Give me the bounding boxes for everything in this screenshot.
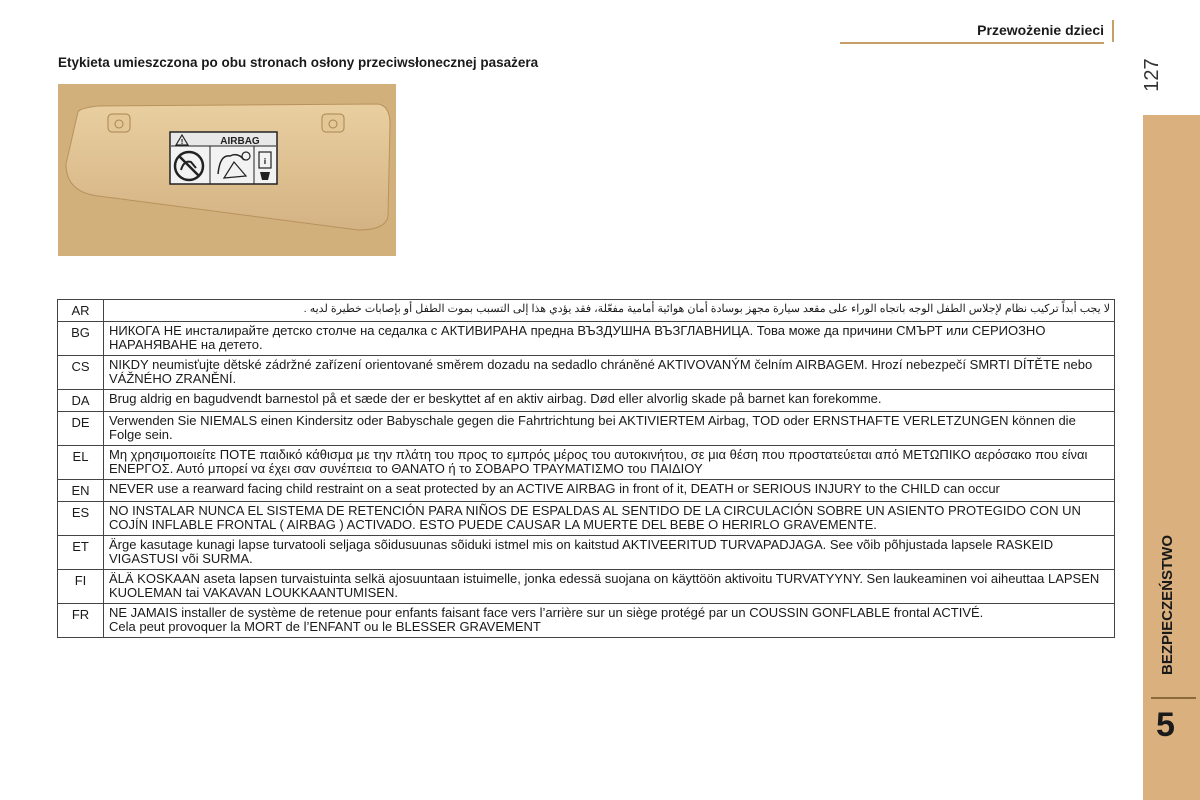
chapter-number: 5 [1156, 706, 1175, 744]
warning-text-fr: NE JAMAIS installer de système de retenue pour enfants faisant face vers l’arrière sur un siège protégé par un COUSSIN GONFLABLE frontal ACTIVÉ. Cela peut provoquer la MORT de l’ENFANT ou le BLESSER GRAVEMENT [104, 604, 1115, 638]
warning-text-el: Μη χρησιμοποιείτε ΠΟΤΕ παιδικό κάθισμα με την πλάτη του προς το εμπρός μέρος του αυτοκινήτου, σε μια θέση που προστατεύεται από ΜΕΤΩΠΙΚΟ αερόσακο που είναι ΕΝΕΡΓΟΣ. Αυτό μπορεί να έχει σαν συνέπεια το ΘΑΝΑΤΟ ή το ΣΟΒΑΡΟ ΤΡΑΥΜΑΤΙΣΜΟ του ΠΑΙΔΙΟΥ [104, 446, 1115, 480]
table-row [58, 356, 1115, 390]
warning-text-en: NEVER use a rearward facing child restraint on a seat protected by an ACTIVE AIRBAG in front of it, DEATH or SERIOUS INJURY to the CHILD can occur [104, 480, 1115, 502]
warning-text-bg: НИКОГА НЕ инсталирайте детско столче на седалка с АКТИВИРАНА предна ВЪЗДУШНА ВЪЗГЛАВНИЦА. Това може да причини СМЪРТ или СЕРИОЗНО НАРАНЯВАНЕ на детето. [104, 322, 1115, 356]
airbag-warning-text: AIRBAG [220, 136, 260, 147]
figure-caption: Etykieta umieszczona po obu stronach osłony przeciwsłonecznej pasażera [58, 55, 539, 70]
sun-visor-photo [58, 84, 396, 256]
svg-text:!: ! [180, 139, 184, 146]
airbag-warning-label [170, 132, 277, 184]
warning-text-fi: ÄLÄ KOSKAAN aseta lapsen turvaistuinta selkä ajosuuntaan istuimelle, jonka edessä suojana on käyttöön aktivoitu TURVATYYNY. Sen laukeaminen voi aiheuttaa LAPSEN KUOLEMAN tai VAKAVAN LOUKKAANTUMISEN. [104, 570, 1115, 604]
warning-text-ar: لا يجب أبداً تركيب نظام لإجلاس الطفل الوجه باتجاه الوراء على مقعد سيارة مجهز بوسادة أمان هوائية أمامية مفعّلة، فقد يؤدي هذا إلى التسبب بموت الطفل أو بإصابات خطيرة لديه . [104, 300, 1115, 322]
language-code: EL [58, 446, 104, 480]
language-code: CS [58, 356, 104, 390]
table-row [58, 570, 1115, 604]
chapter-divider [1151, 697, 1196, 699]
language-code: FR [58, 604, 104, 638]
table-row [58, 300, 1115, 322]
language-code: ES [58, 502, 104, 536]
svg-text:i: i [263, 157, 267, 166]
table-row [58, 502, 1115, 536]
page-number: 127 [1141, 58, 1163, 92]
table-row [58, 536, 1115, 570]
warning-text-es: NO INSTALAR NUNCA EL SISTEMA DE RETENCIÓN PARA NIÑOS DE ESPALDAS AL SENTIDO DE LA CIRCULACIÓN SOBRE UN ASIENTO PROTEGIDO CON UN COJÍN INFLABLE FRONTAL ( AIRBAG ) ACTIVADO. ESTO PUEDE CAUSAR LA MUERTE DEL BEBE O HERIRLO GRAVEMENTE. [104, 502, 1115, 536]
table-row [58, 480, 1115, 502]
section-title: Przewożenie dzieci [977, 22, 1104, 38]
warning-text-et: Ärge kasutage kunagi lapse turvatooli seljaga sõidusuunas sõiduki istmel mis on kaitstud AKTIVEERITUD TURVAPADJAGA. See võib põhjustada lapsele RASKEID VIGASTUSI või SURMA. [104, 536, 1115, 570]
language-code: AR [58, 300, 104, 322]
warning-text-de: Verwenden Sie NIEMALS einen Kindersitz oder Babyschale gegen die Fahrtrichtung bei AKTIVIERTEM Airbag, TOD oder ERNSTHAFTE VERLETZUNGEN können die Folge sein. [104, 412, 1115, 446]
visor-clip-left-icon [108, 114, 130, 132]
table-row [58, 322, 1115, 356]
language-code: BG [58, 322, 104, 356]
language-code: FI [58, 570, 104, 604]
table-row [58, 412, 1115, 446]
multilingual-warning-table [57, 299, 1115, 638]
language-code: ET [58, 536, 104, 570]
language-code: DA [58, 390, 104, 412]
language-code: DE [58, 412, 104, 446]
table-row [58, 390, 1115, 412]
language-code: EN [58, 480, 104, 502]
chapter-label: BEZPIECZEŃSTWO [1159, 535, 1176, 676]
header-divider [840, 42, 1104, 44]
header-tick [1112, 20, 1114, 42]
table-row [58, 446, 1115, 480]
table-row [58, 604, 1115, 638]
warning-text-cs: NIKDY neumisťujte dětské zádržné zařízení orientované směrem dozadu na sedadlo chráněné AKTIVOVANÝM čelním AIRBAGEM. Hrozí nebezpečí SMRTI DÍTĚTE nebo VÁŽNÉHO ZRANĚNÍ. [104, 356, 1115, 390]
warning-text-da: Brug aldrig en bagudvendt barnestol på et sæde der er beskyttet af en aktiv airbag. Død eller alvorlig skade på barnet kan forekomme. [104, 390, 1115, 412]
visor-clip-right-icon [322, 114, 344, 132]
